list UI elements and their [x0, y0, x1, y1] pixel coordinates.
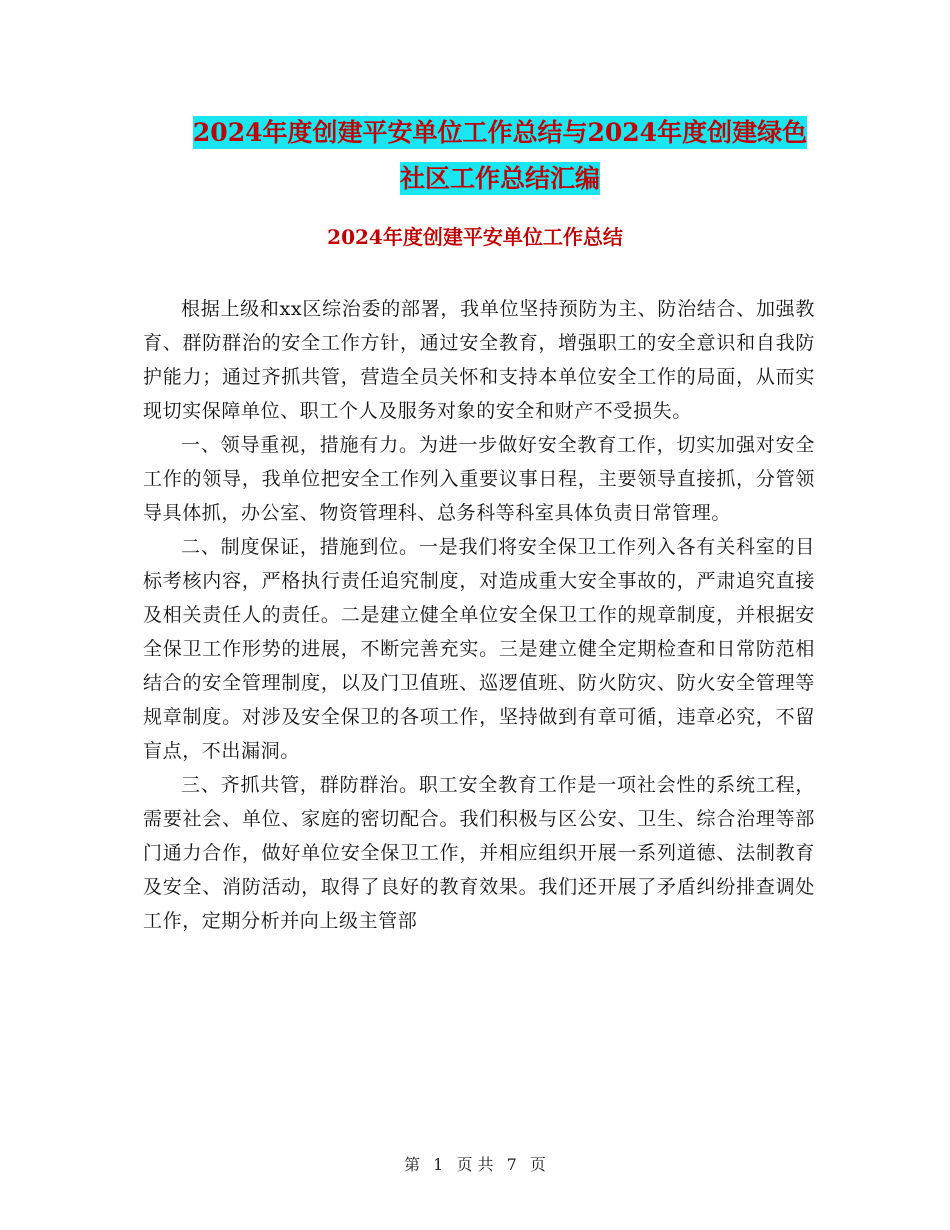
body-text: [143, 292, 815, 938]
document-title-line-2: 社区工作总结汇编: [399, 164, 600, 193]
page-footer: [0, 1152, 950, 1175]
footer-mid: 页 共: [456, 1155, 494, 1174]
footer-suffix: 页: [529, 1155, 546, 1174]
section-title: 2024年度创建平安单位工作总结: [327, 225, 623, 249]
footer-page-number: 1: [433, 1155, 444, 1174]
paragraph-intro: 根据上级和xx区综治委的部署，我单位坚持预防为主、防治结合、加强教育、群防群治的安全工作方针，通过安全教育，增强职工的安全意识和自我防护能力；通过齐抓共管，营造全员关怀和支持本单位安全工作的局面，从而实现切实保障单位、职工个人及服务对象的安全和财产不受损失。: [143, 298, 815, 422]
paragraph-system: 二、制度保证，措施到位。一是我们将安全保卫工作列入各有关科室的目标考核内容，严格执行责任追究制度，对造成重大安全事故的，严肃追究直接及相关责任人的责任。二是建立健全单位安全保卫工作的规章制度，并根据安全保卫工作形势的进展，不断完善充实。三是建立健全定期检查和日常防范相结合的安全管理制度，以及门卫值班、巡逻值班、防火防灾、防火安全管理等规章制度。对涉及安全保卫的各项工作，坚持做到有章可循，违章必究，不留盲点，不出漏洞。: [143, 536, 815, 762]
footer-total-pages: 7: [506, 1155, 517, 1174]
document-title: [150, 110, 850, 202]
paragraph-leadership: 一、领导重视，措施有力。为进一步做好安全教育工作，切实加强对安全工作的领导，我单位把安全工作列入重要议事日程，主要领导直接抓，分管领导具体抓，办公室、物资管理科、总务科等科室具体负责日常管理。: [143, 434, 815, 524]
document-title-line-1: 2024年度创建平安单位工作总结与2024年度创建绿色: [192, 118, 808, 147]
footer-prefix: 第: [404, 1155, 421, 1174]
paragraph-cooperation: 三、齐抓共管，群防群治。职工安全教育工作是一项社会性的系统工程，需要社会、单位、家庭的密切配合。我们积极与区公安、卫生、综合治理等部门通力合作，做好单位安全保卫工作，并相应组织开展一系列道德、法制教育及安全、消防活动，取得了良好的教育效果。我们还开展了矛盾纠纷排查调处工作，定期分析并向上级主管部: [143, 774, 815, 932]
